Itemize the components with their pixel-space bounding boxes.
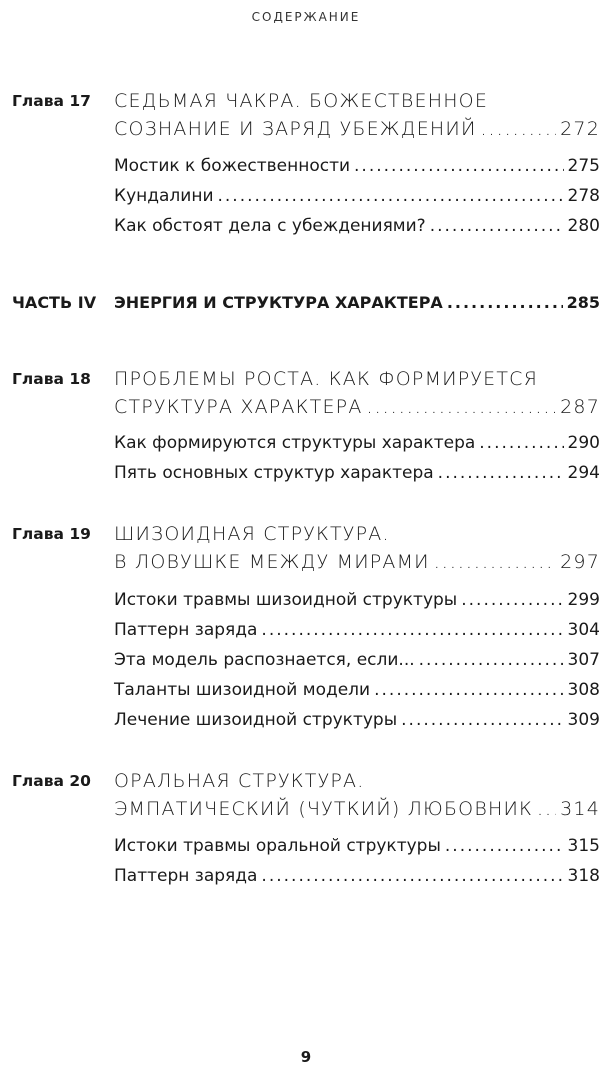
chapter-18-title-line2[interactable]: СТРУКТУРА ХАРАКТЕРА ..... 287 — [114, 396, 600, 418]
toc-section-item[interactable]: Паттерн заряда ..... 304 — [114, 620, 600, 640]
toc-section-item[interactable]: Лечение шизоидной структуры ..... 309 — [114, 710, 600, 730]
chapter-17-page: 272 — [560, 118, 600, 140]
toc-section-item[interactable]: Истоки травмы шизоидной структуры ..... 299 — [114, 590, 600, 610]
chapter-20-title-line1: ОРАЛЬНАЯ СТРУКТУРА. — [114, 770, 365, 792]
toc-section-item[interactable]: Паттерн заряда ..... 318 — [114, 866, 600, 886]
part-4-page: 285 — [566, 293, 600, 312]
toc-section-item[interactable]: Истоки травмы оральной структуры ..... 315 — [114, 836, 600, 856]
chapter-19-title-line2[interactable]: В ЛОВУШКЕ МЕЖДУ МИРАМИ ..... 297 — [114, 551, 600, 573]
chapter-20-page: 314 — [560, 798, 600, 820]
toc-section-item[interactable]: Эта модель распознается, если... ..... 307 — [114, 650, 600, 670]
chapter-18-title-line1: ПРОБЛЕМЫ РОСТА. КАК ФОРМИРУЕТСЯ — [114, 368, 539, 390]
chapter-18-page: 287 — [560, 396, 600, 418]
toc-section-item[interactable]: Пять основных структур характера ..... 294 — [114, 463, 600, 483]
chapter-17-title-line2[interactable]: СОЗНАНИЕ И ЗАРЯД УБЕЖДЕНИЙ ..... 272 — [114, 118, 600, 140]
toc-section-item[interactable]: Таланты шизоидной модели ..... 308 — [114, 680, 600, 700]
chapter-18-label: Глава 18 — [12, 370, 91, 388]
page-number: 9 — [300, 1048, 312, 1066]
toc-section-item[interactable]: Мостик к божественности ..... 275 — [114, 156, 600, 176]
chapter-19-page: 297 — [560, 551, 600, 573]
toc-section-item[interactable]: Как формируются структуры характера ..... 290 — [114, 433, 600, 453]
part-4-entry[interactable] — [12, 293, 600, 312]
chapter-17-title-line1: СЕДЬМАЯ ЧАКРА. БОЖЕСТВЕННОЕ — [114, 90, 489, 112]
chapter-17-label: Глава 17 — [12, 92, 91, 110]
running-header: СОДЕРЖАНИЕ — [251, 10, 361, 24]
toc-section-item[interactable]: Как обстоят дела с убеждениями? ..... 280 — [114, 216, 600, 236]
part-4-title: ЭНЕРГИЯ И СТРУКТУРА ХАРАКТЕРА — [114, 293, 443, 312]
part-4-label: ЧАСТЬ IV — [12, 293, 97, 312]
chapter-19-label: Глава 19 — [12, 525, 91, 543]
chapter-19-title-line1: ШИЗОИДНАЯ СТРУКТУРА. — [114, 523, 390, 545]
chapter-20-label: Глава 20 — [12, 772, 91, 790]
chapter-20-title-line2[interactable]: ЭМПАТИЧЕСКИЙ (ЧУТКИЙ) ЛЮБОВНИК ..... 314 — [114, 798, 600, 820]
toc-section-item[interactable]: Кундалини ..... 278 — [114, 186, 600, 206]
